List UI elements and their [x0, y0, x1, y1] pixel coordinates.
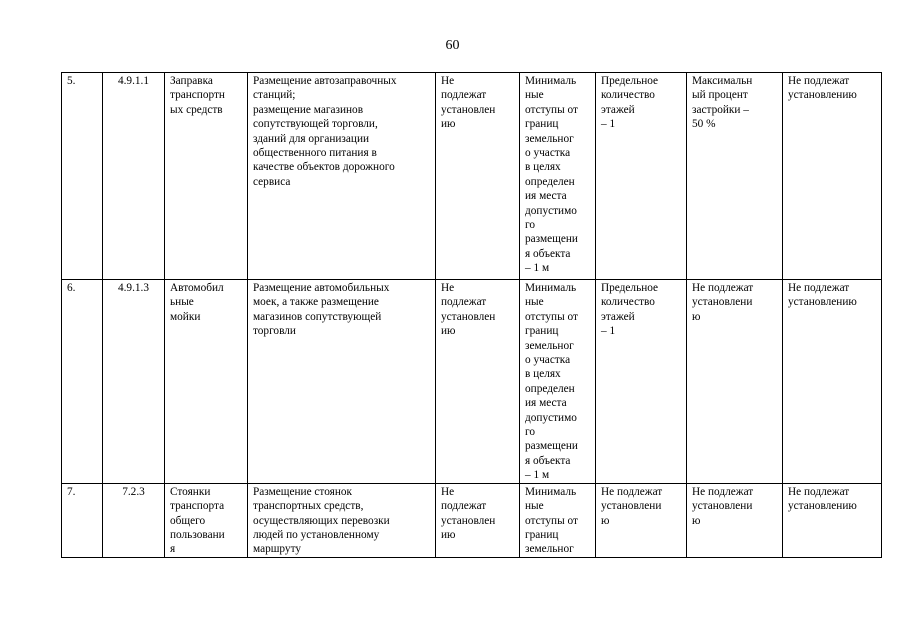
floors-cell: Не подлежат установлени ю: [596, 483, 687, 557]
other-limits-cell: Не подлежат установлению: [783, 280, 882, 484]
other-limits-cell: Не подлежат установлению: [783, 483, 882, 557]
regulations-table: [61, 72, 882, 558]
coverage-cell: Максимальн ый процент застройки – 50 %: [687, 73, 783, 280]
use-name-cell: Стоянки транспорта общего пользовани я: [165, 483, 248, 557]
use-name-cell: Заправка транспортн ых средств: [165, 73, 248, 280]
page-number: 60: [445, 38, 460, 53]
plot-area-cell: Не подлежат установлен ию: [436, 280, 520, 484]
row-number-cell: 7.: [62, 483, 103, 557]
coverage-cell: Не подлежат установлени ю: [687, 483, 783, 557]
use-code-cell: 4.9.1.1: [103, 73, 165, 280]
table-row: [62, 483, 882, 557]
plot-area-cell: Не подлежат установлен ию: [436, 483, 520, 557]
plot-area-cell: Не подлежат установлен ию: [436, 73, 520, 280]
row-number-cell: 5.: [62, 73, 103, 280]
use-code-cell: 4.9.1.3: [103, 280, 165, 484]
setback-cell: Минималь ные отступы от границ земельног: [520, 483, 596, 557]
setback-cell: Минималь ные отступы от границ земельног о участка в целях определен ия места допустимо го размещени я объекта – 1 м: [520, 73, 596, 280]
setback-cell: Минималь ные отступы от границ земельног о участка в целях определен ия места допустимо го размещени я объекта – 1 м: [520, 280, 596, 484]
floors-cell: Предельное количество этажей – 1: [596, 280, 687, 484]
use-name-cell: Автомобил ьные мойки: [165, 280, 248, 484]
table-row: [62, 280, 882, 484]
coverage-cell: Не подлежат установлени ю: [687, 280, 783, 484]
other-limits-cell: Не подлежат установлению: [783, 73, 882, 280]
table-row: [62, 73, 882, 280]
use-description-cell: Размещение стоянок транспортных средств, осуществляющих перевозки людей по установленному маршруту: [248, 483, 436, 557]
use-description-cell: Размещение автомобильных моек, а также размещение магазинов сопутствующей торговли: [248, 280, 436, 484]
floors-cell: Предельное количество этажей – 1: [596, 73, 687, 280]
row-number-cell: 6.: [62, 280, 103, 484]
use-code-cell: 7.2.3: [103, 483, 165, 557]
use-description-cell: Размещение автозаправочных станций; размещение магазинов сопутствующей торговли, зданий для организации общественного питания в качестве объектов дорожного сервиса: [248, 73, 436, 280]
